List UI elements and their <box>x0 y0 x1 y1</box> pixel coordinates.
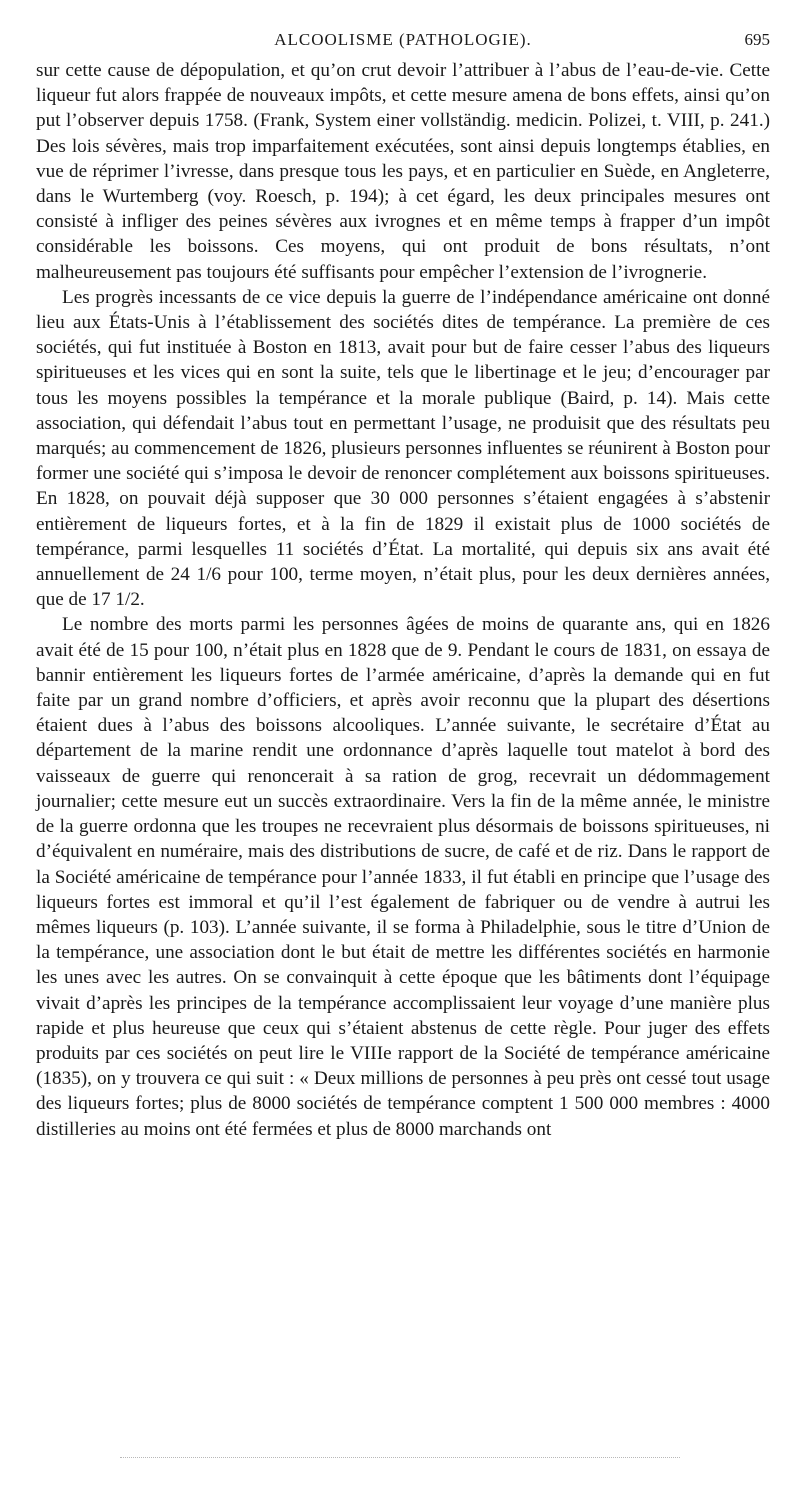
body-text <box>36 58 770 1142</box>
page-header <box>36 30 770 54</box>
paragraph-2: Les progrès incessants de ce vice depuis la guerre de l’indépendance américaine ont donné lieu aux États-Unis à l’établissement des sociétés dites de tempérance. La première de ces sociétés, qui fut instituée à Boston en 1813, avait pour but de faire cesser l’abus des liqueurs spiritueuses et les vices qui en sont la suite, tels que le libertinage et le jeu; d’encourager par tous les moyens possibles la tempérance et la morale publique (Baird, p. 14). Mais cette association, qui défendait l’abus tout en permettant l’usage, ne produisit que des résultats peu marqués; au commencement de 1826, plusieurs personnes influentes se réunirent à Boston pour former une société qui s’imposa le devoir de renoncer complétement aux boissons spiritueuses. En 1828, on pouvait déjà supposer que 30 000 personnes s’étaient engagées à s’abstenir entièrement de liqueurs fortes, et à la fin de 1829 il existait plus de 1000 sociétés de tempérance, parmi lesquelles 11 sociétés d’État. La mortalité, qui depuis six ans avait été annuellement de 24 1/6 pour 100, terme moyen, n’était plus, pour les deux dernières années, que de 17 1/2. <box>36 286 770 611</box>
footer-bleed-through-line <box>120 1457 680 1458</box>
paragraph-3: Le nombre des morts parmi les personnes âgées de moins de quarante ans, qui en 1826 avait été de 15 pour 100, n’était plus en 1828 que de 9. Pendant le cours de 1831, on essaya de bannir entièrement les liqueurs fortes de l’armée américaine, d’après la demande qui en fut faite par un grand nombre d’officiers, et après avoir reconnu que la plupart des désertions étaient dues à l’abus des boissons alcooliques. L’année suivante, le secrétaire d’État au département de la marine rendit une ordonnance d’après laquelle tout matelot à bord des vaisseaux de guerre qui renoncerait à sa ration de grog, recevrait un dédommagement journalier; cette mesure eut un succès extraordinaire. Vers la fin de la même année, le ministre de la guerre ordonna que les troupes ne recevraient plus désormais de boissons spiritueuses, ni d’équivalent en numéraire, mais des distributions de sucre, de café et de riz. Dans le rapport de la Société américaine de tempérance pour l’année 1833, il fut établi en principe que l’usage des liqueurs fortes est immoral et qu’il l’est également de fabriquer ou de vendre à autrui les mêmes liqueurs (p. 103). L’année suivante, il se forma à Philadelphie, sous le titre d’Union de la tempérance, une association dont le but était de mettre les différentes sociétés en harmonie les unes avec les autres. On se convainquit à cette époque que les bâtiments dont l’équipage vivait d’après les principes de la tempérance accomplissaient leur voyage d’une manière plus rapide et plus heureuse que ceux qui s’étaient abstenus de cette règle. Pour juger des effets produits par ces sociétés on peut lire le VIIIe rapport de la Société de tempérance américaine (1835), on y trouvera ce qui suit : « Deux millions de personnes à peu près ont cessé tout usage des liqueurs fortes; plus de 8000 sociétés de tempérance comptent 1 500 000 membres : 4000 distilleries au moins ont été fermées et plus de 8000 marchands ont <box>36 614 770 1140</box>
page-number: 695 <box>744 30 770 49</box>
running-title: ALCOOLISME (PATHOLOGIE). <box>274 30 532 49</box>
paragraph-1: sur cette cause de dépopulation, et qu’on crut devoir l’attribuer à l’abus de l’eau-de-vie. Cette liqueur fut alors frappée de nouveaux impôts, et cette mesure amena de bons effets, ainsi qu’on put l’observer depuis 1758. (Frank, System einer vollständig. medicin. Polizei, t. VIII, p. 241.) Des lois sévères, mais trop imparfaitement exécutées, sont ainsi depuis longtemps établies, en vue de réprimer l’ivresse, dans presque tous les pays, et en particulier en Suède, en Angleterre, dans le Wurtemberg (voy. Roesch, p. 194); à cet égard, les deux principales mesures ont consisté à infliger des peines sévères aux ivrognes et en même temps à frapper d’un impôt considérable les boissons. Ces moyens, qui ont produit de bons résultats, n’ont malheureusement pas toujours été suffisants pour empêcher l’extension de l’ivrognerie. <box>36 60 770 283</box>
